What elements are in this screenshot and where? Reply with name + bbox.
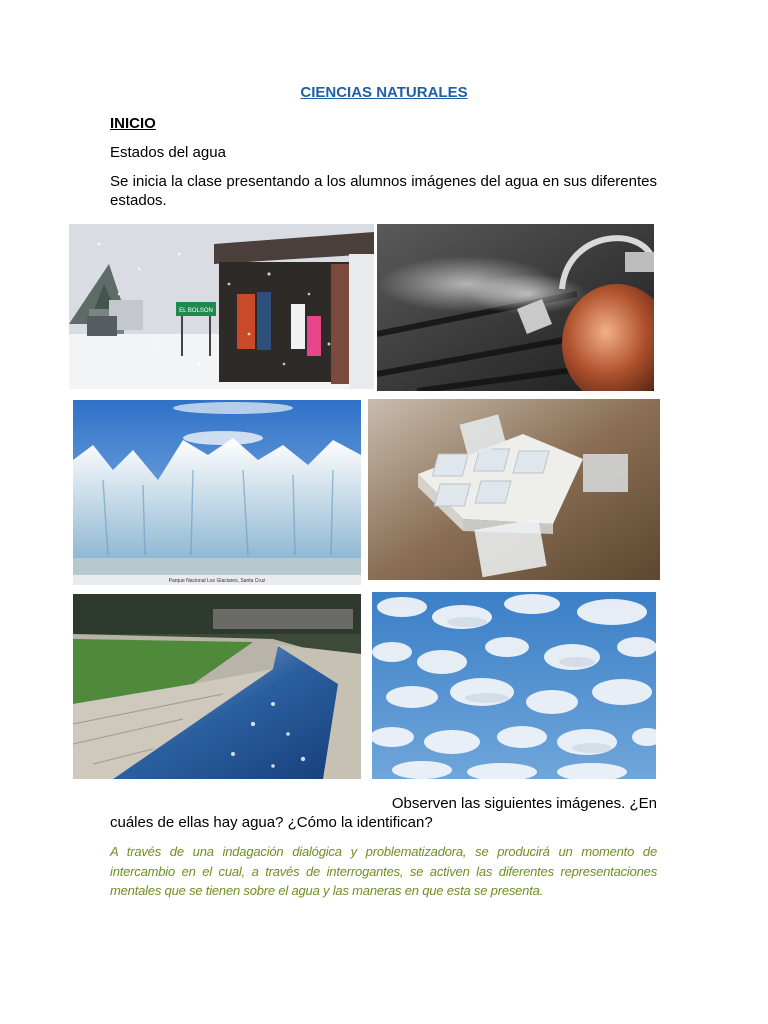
clouds-sky-image: [372, 592, 656, 779]
lesson-subtitle: Estados del agua: [110, 144, 226, 161]
glacier-image: [73, 400, 361, 585]
methodology-note: A través de una indagación dialógica y problematizadora, se producirá un momento de intercambio en el cual, a través de interrogantes, se activen las diferentes representaciones mentales que se tienen sobre el agua y las maneras en que esta se presenta.: [110, 844, 657, 898]
ice-tray-image: [368, 399, 660, 580]
question-line-1: Observen las siguientes imágenes. ¿En: [391, 795, 657, 812]
section-heading: INICIO: [110, 115, 156, 132]
canal-image: [73, 594, 361, 779]
document-title: CIENCIAS NATURALES: [300, 84, 468, 101]
intro-paragraph: Se inicia la clase presentando a los alumnos imágenes del agua en sus diferentes estados.: [110, 173, 657, 209]
kettle-steam-image: [377, 224, 654, 391]
road-sign-text: EL BOLSON: [179, 308, 213, 314]
question-paragraph: [110, 794, 657, 832]
question-line-2: cuáles de ellas hay agua? ¿Cómo la identifican?: [110, 814, 433, 831]
glacier-caption: Parque Nacional Los Glaciares, Santa Cruz: [168, 578, 266, 584]
snow-bus-stop-image: [69, 224, 374, 389]
